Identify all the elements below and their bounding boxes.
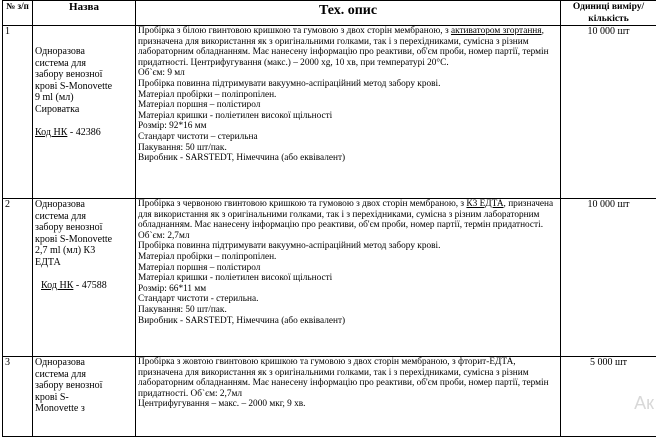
row-name xyxy=(33,26,136,199)
desc-line: Пакування: 50 шт/пак. xyxy=(138,143,558,154)
desc-line: Виробник - SARSTEDT, Німеччина (або еквівалент) xyxy=(138,153,558,164)
header-name: Назва xyxy=(33,1,136,26)
name-line: крові S-Monovette xyxy=(35,81,133,93)
desc-line: Матеріал поршня – полістирол xyxy=(138,263,558,274)
code-label: Код НК xyxy=(35,127,67,138)
name-line: Одноразова xyxy=(35,46,133,58)
table-row xyxy=(3,357,656,437)
table-row xyxy=(3,199,656,357)
table-row xyxy=(3,26,656,199)
desc-line: Матеріал кришки - поліетилен високої щільності xyxy=(138,273,558,284)
name-line: забору венозної xyxy=(35,380,133,392)
desc-intro: Пробірка з білою гвинтовою кришкою та гумовою з двох сторін мембраною, з активатором згортання, призначена для використання як з оригінальними голками, так і з перехідниками, сумісна з різним лабораторним обладнанням. Має нанесену інформацію про реактиви, об'єм проби, номер партії, термін придатності. Центрифугування (макс.) – 2000 xg, 10 хв, при температурі 20°С. xyxy=(138,26,558,68)
name-line: крові S-Monovette xyxy=(35,234,133,246)
desc-line: Об`єм: 9 мл xyxy=(138,68,558,79)
name-line: Одноразова xyxy=(35,199,133,211)
name-line: система для xyxy=(35,211,133,223)
name-line: 9 ml (мл) xyxy=(35,92,133,104)
row-num: 1 xyxy=(3,26,33,199)
row-name xyxy=(33,357,136,437)
product-code xyxy=(35,127,101,139)
row-qty: 10 000 шт xyxy=(561,26,656,199)
name-line: забору венозної xyxy=(35,222,133,234)
code-label: Код НК xyxy=(41,280,73,291)
row-num: 2 xyxy=(3,199,33,357)
desc-line: Розмір: 66*11 мм xyxy=(138,284,558,295)
desc-intro: Пробірка з червоною гвинтовою кришкою та гумовою з двох сторін мембраною, з К3 ЕДТА, призначена для використання як з оригінальними голками, так і з перехідниками, сумісна з різним лабораторним обладнанням. Має нанесену інформацію про реактиви, об'єм проби, номер партії, термін придатності. xyxy=(138,199,558,231)
name-line: крові S- xyxy=(35,392,133,404)
spec-table xyxy=(2,0,656,437)
desc-intro: Пробірка з жовтою гвинтовою кришкою та гумовою з двох сторін мембраною, з фторит-ЕДТА, призначена для використання як з оригінальними голками, так і з перехідниками, сумісна з різним лабораторним обладнанням. Має нанесену інформацію про реактиви, об'єм проби, номер партії, термін придатності. Об`єм: 2,7мл xyxy=(138,357,558,399)
desc-line: Пробірка повинна підтримувати вакуумно-аспіраційний метод забору крові. xyxy=(138,241,558,252)
header-num: № з/п xyxy=(3,1,33,26)
name-line: ЕДТА xyxy=(35,257,133,269)
name-line: система для xyxy=(35,58,133,70)
desc-line: Матеріал пробірки – поліпропілен. xyxy=(138,90,558,101)
desc-line: Стандарт чистоти - стерильна. xyxy=(138,294,558,305)
name-line: Monovette з xyxy=(35,403,133,415)
name-line: 2,7 ml (мл) К3 xyxy=(35,245,133,257)
row-num: 3 xyxy=(3,357,33,437)
product-code xyxy=(41,280,107,292)
desc-line: Центрифугування – макс. – 2000 мкг, 9 хв. xyxy=(138,399,558,410)
row-desc xyxy=(136,199,561,357)
desc-underlined: К3 ЕДТА xyxy=(466,199,503,209)
desc-line: Матеріал поршня – полістирол xyxy=(138,100,558,111)
header-desc: Тех. опис xyxy=(136,1,561,26)
row-desc xyxy=(136,357,561,437)
row-qty: 10 000 шт xyxy=(561,199,656,357)
name-line: система для xyxy=(35,369,133,381)
row-desc xyxy=(136,26,561,199)
desc-line: Виробник - SARSTEDT, Німеччина (або еквівалент) xyxy=(138,316,558,327)
code-value: - 47588 xyxy=(76,280,107,291)
name-line: забору венозної xyxy=(35,69,133,81)
desc-line: Пробірка повинна підтримувати вакуумно-аспіраційний метод забору крові. xyxy=(138,79,558,90)
desc-line: Матеріал кришки - поліетилен високої щільності xyxy=(138,111,558,122)
desc-line: Матеріал пробірки – поліпропілен. xyxy=(138,252,558,263)
desc-line: Об`єм: 2,7мл xyxy=(138,231,558,242)
name-line: Одноразова xyxy=(35,357,133,369)
code-value: - 42386 xyxy=(70,127,101,138)
row-name xyxy=(33,199,136,357)
desc-underlined: активатором згортання xyxy=(451,26,542,36)
desc-line: Пакування: 50 шт/пак. xyxy=(138,305,558,316)
desc-line: Стандарт чистоти – стерильна xyxy=(138,132,558,143)
header-unit: Одиниці виміру/кількість xyxy=(561,1,656,26)
row-qty: 5 000 шт xyxy=(561,357,656,437)
watermark-text: Ак xyxy=(634,393,654,414)
desc-line: Розмір: 92*16 мм xyxy=(138,121,558,132)
name-line: Сироватка xyxy=(35,104,133,116)
header-row xyxy=(3,1,656,26)
